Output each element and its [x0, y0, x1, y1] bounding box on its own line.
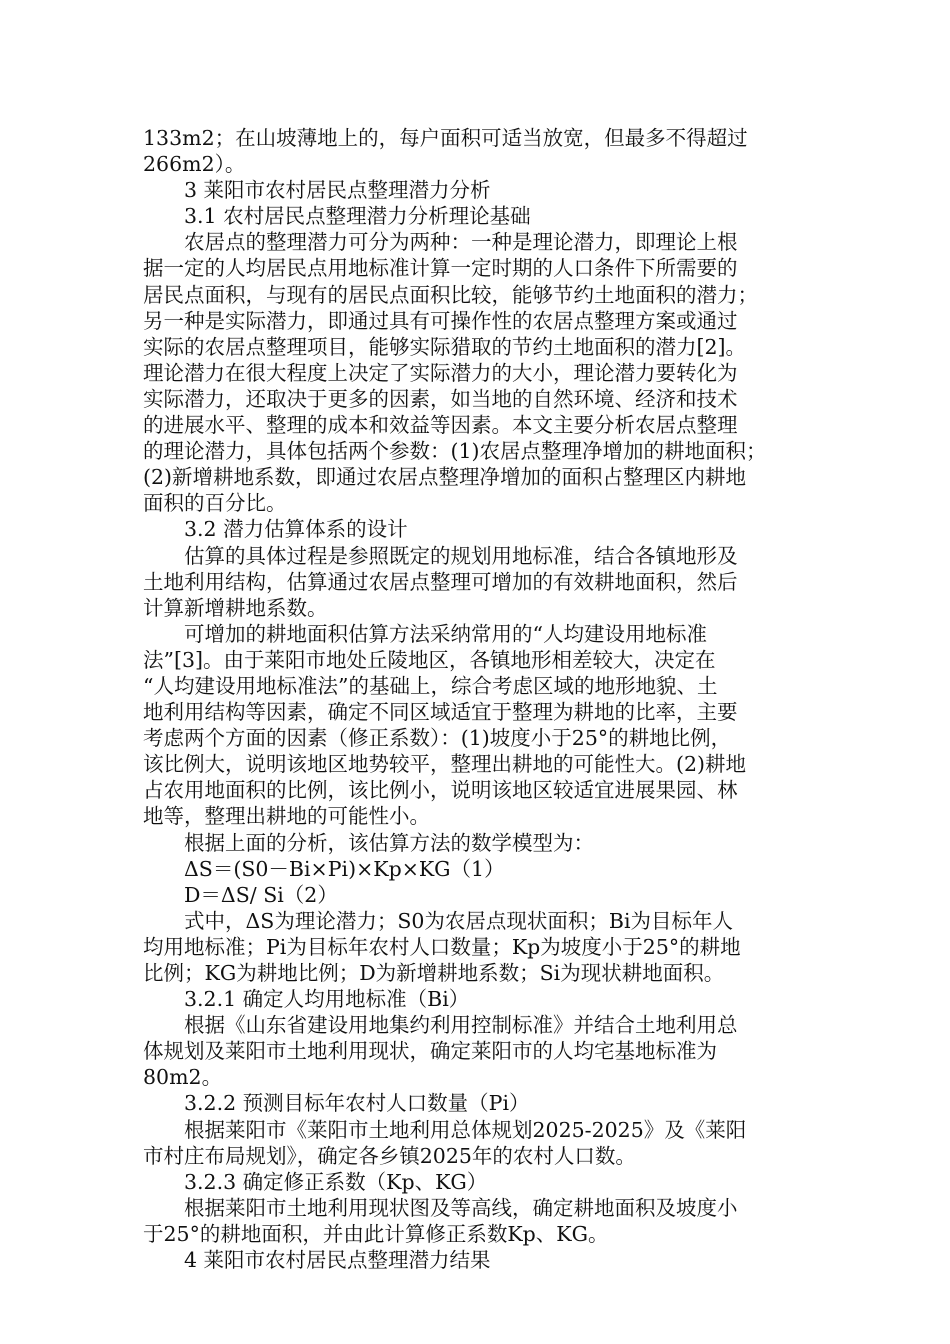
- text-line: 133m2；在山坡薄地上的，每户面积可适当放宽，但最多不得超过: [143, 126, 748, 150]
- section-heading: 3 莱阳市农村居民点整理潜力分析: [143, 178, 491, 203]
- text-line: 实际潜力，还取决于更多的因素，如当地的自然环境、经济和技术: [143, 386, 738, 411]
- text-line: 80m2。: [143, 1065, 223, 1090]
- text-line: 根据莱阳市《莱阳市土地利用总体规划2025-2025》及《莱阳: [143, 1117, 747, 1142]
- text-line: 地利用结构等因素，确定不同区域适宜于整理为耕地的比率，主要: [143, 700, 738, 725]
- subsection-heading: 3.2.2 预测目标年农村人口数量（Pi）: [143, 1091, 530, 1116]
- text-line: 根据上面的分析，该估算方法的数学模型为：: [143, 830, 594, 855]
- text-line: 的理论潜力，具体包括两个参数：(1)农居点整理净增加的耕地面积；: [143, 439, 767, 464]
- text-line: 体规划及莱阳市土地利用现状，确定莱阳市的人均宅基地标准为: [143, 1039, 717, 1064]
- text-line: 另一种是实际潜力，即通过具有可操作性的农居点整理方案或通过: [143, 308, 738, 333]
- subsection-heading: 3.2 潜力估算体系的设计: [143, 517, 408, 542]
- text-line: 于25°的耕地面积，并由此计算修正系数Kp、KG。: [143, 1221, 609, 1246]
- text-line: 面积的百分比。: [143, 491, 287, 516]
- text-line: 居民点面积，与现有的居民点面积比较，能够节约土地面积的潜力；: [143, 282, 758, 307]
- subsection-heading: 3.2.1 确定人均用地标准（Bi）: [143, 987, 470, 1012]
- text-line: 的进展水平、整理的成本和效益等因素。本文主要分析农居点整理: [143, 413, 738, 438]
- section-heading: 4 莱阳市农村居民点整理潜力结果: [143, 1248, 491, 1273]
- formula-line: D＝ΔS/ Si（2）: [143, 882, 338, 907]
- text-line: 根据莱阳市土地利用现状图及等高线，确定耕地面积及坡度小: [143, 1195, 738, 1220]
- text-line: 计算新增耕地系数。: [143, 595, 328, 620]
- text-line: 该比例大，说明该地区地势较平，整理出耕地的可能性大。(2)耕地: [143, 752, 747, 777]
- text-line: 考虑两个方面的因素（修正系数）：(1)坡度小于25°的耕地比例，: [143, 726, 732, 751]
- text-line: 据一定的人均居民点用地标准计算一定时期的人口条件下所需要的: [143, 256, 738, 281]
- text-line: “人均建设用地标准法”的基础上，综合考虑区域的地形地貌、土: [143, 673, 718, 698]
- text-line: (2)新增耕地系数，即通过农居点整理净增加的面积占整理区内耕地: [143, 465, 747, 490]
- text-line: 式中，ΔS为理论潜力；S0为农居点现状面积；Bi为目标年人: [143, 908, 734, 933]
- document-body: [143, 125, 809, 1273]
- text-line: 根据《山东省建设用地集约利用控制标准》并结合土地利用总: [143, 1013, 738, 1038]
- text-line: 266m2）。: [143, 152, 246, 177]
- text-line: 地等，整理出耕地的可能性小。: [143, 804, 430, 829]
- text-line: 估算的具体过程是参照既定的规划用地标准，结合各镇地形及: [143, 543, 738, 568]
- text-line: 土地利用结构，估算通过农居点整理可增加的有效耕地面积，然后: [143, 569, 738, 594]
- text-line: 理论潜力在很大程度上决定了实际潜力的大小，理论潜力要转化为: [143, 360, 738, 385]
- text-line: 市村庄布局规划》，确定各乡镇2025年的农村人口数。: [143, 1143, 636, 1168]
- subsection-heading: 3.2.3 确定修正系数（Kp、KG）: [143, 1169, 488, 1194]
- text-line: 法”[3]。由于莱阳市地处丘陵地区，各镇地形相差较大，决定在: [143, 647, 716, 672]
- text-line: 占农用地面积的比例，该比例小，说明该地区较适宜进展果园、林: [143, 778, 738, 803]
- formula-line: ΔS＝(S0－Bi×Pi)×Kp×KG（1）: [143, 856, 505, 881]
- text-line: 农居点的整理潜力可分为两种：一种是理论潜力，即理论上根: [143, 230, 738, 255]
- text-line: 实际的农居点整理项目，能够实际猎取的节约土地面积的潜力[2]。: [143, 334, 747, 359]
- text-line: 比例；KG为耕地比例；D为新增耕地系数；Si为现状耕地面积。: [143, 961, 725, 985]
- text-line: 均用地标准；Pi为目标年农村人口数量；Kp为坡度小于25°的耕地: [143, 934, 741, 959]
- text-line: 可增加的耕地面积估算方法采纳常用的“人均建设用地标准: [143, 621, 707, 646]
- subsection-heading: 3.1 农村居民点整理潜力分析理论基础: [143, 204, 531, 229]
